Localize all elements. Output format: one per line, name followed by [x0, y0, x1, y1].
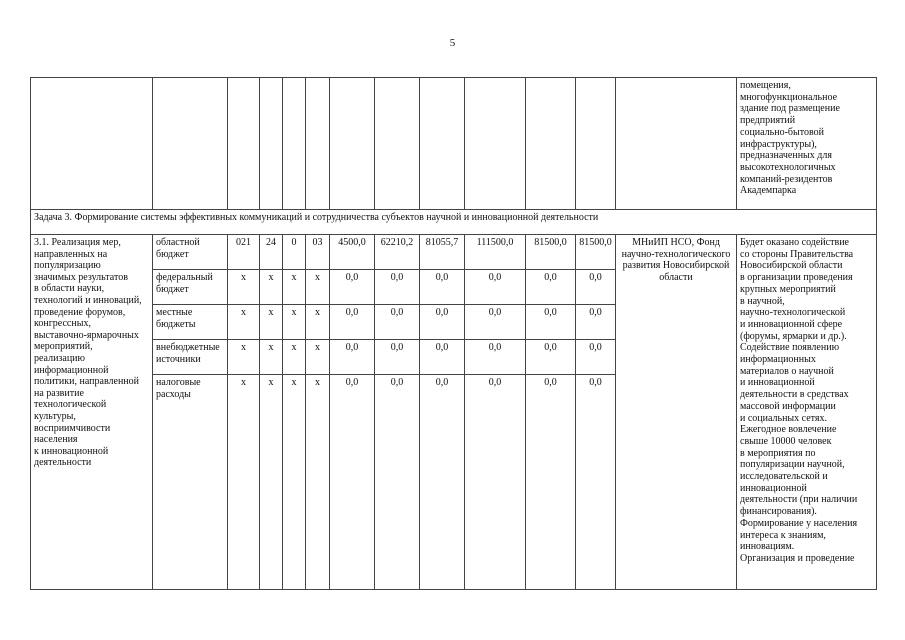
value-cell: 0,0 — [465, 340, 526, 375]
code-cell: x — [283, 375, 306, 590]
code-cell: x — [228, 340, 260, 375]
code-cell: x — [306, 340, 330, 375]
code-cell: x — [260, 375, 283, 590]
code-cell: x — [283, 270, 306, 305]
measure-name: 3.1. Реализация мер, направленных на популяризацию значимых результатов в области науки, технологий и инноваций, проведение форумов, конгрессных, выставочно-ярмарочных мероприятий, реализацию информационной политики, направленной на развитие технологической культуры, восприимчивости населения к инновационной деятельности — [31, 235, 153, 590]
funding-source: местные бюджеты — [153, 305, 228, 340]
result-cell: Будет оказано содействие со стороны Правительства Новосибирской области в организации проведения крупных мероприятий в научной, научно-технологической и инновационной сфере (форумы, ярмарки и др.). Содействие появлению информационных материалов о научной и инновационной деятельности в средствах массовой информации и социальных сетях. Ежегодное вовлечение свыше 10000 человек в мероприятия по популяризации научной, исследовательской и инновационной деятельности (при наличии финансирования). Формирование у населения интереса к знаниям, инновациям. Организация и проведение — [737, 235, 877, 590]
value-cell: 81500,0 — [576, 235, 616, 270]
code-cell: x — [306, 305, 330, 340]
code-cell: x — [283, 305, 306, 340]
funding-source: внебюджетные источники — [153, 340, 228, 375]
code-cell: 021 — [228, 235, 260, 270]
value-cell: 0,0 — [465, 305, 526, 340]
task-row — [31, 210, 877, 235]
value-cell: 81500,0 — [526, 235, 576, 270]
value-cell: 0,0 — [330, 270, 375, 305]
value-cell: 0,0 — [420, 375, 465, 590]
continuation-row — [31, 78, 877, 210]
code-cell: 0 — [283, 235, 306, 270]
value-cell: 0,0 — [420, 270, 465, 305]
value-cell: 4500,0 — [330, 235, 375, 270]
code-cell: x — [228, 375, 260, 590]
value-cell: 0,0 — [375, 340, 420, 375]
page-number: 5 — [449, 37, 456, 49]
value-cell: 0,0 — [375, 270, 420, 305]
code-cell: x — [228, 270, 260, 305]
value-cell: 81055,7 — [420, 235, 465, 270]
value-cell: 0,0 — [526, 305, 576, 340]
funding-row — [31, 235, 877, 270]
code-cell: x — [228, 305, 260, 340]
value-cell: 0,0 — [576, 270, 616, 305]
value-cell: 0,0 — [526, 340, 576, 375]
program-table — [30, 77, 877, 590]
value-cell: 0,0 — [576, 340, 616, 375]
value-cell: 0,0 — [465, 270, 526, 305]
code-cell: x — [306, 270, 330, 305]
value-cell: 0,0 — [330, 340, 375, 375]
code-cell: 03 — [306, 235, 330, 270]
executor-cell: МНиИП НСО, Фонд научно-технологического развития Новосибирской области — [616, 235, 737, 590]
task-title: Задача 3. Формирование системы эффективных коммуникаций и сотрудничества субъектов научной и инновационной деятельности — [31, 210, 877, 235]
funding-source: налоговые расходы — [153, 375, 228, 590]
code-cell: x — [260, 305, 283, 340]
value-cell: 0,0 — [526, 270, 576, 305]
value-cell: 0,0 — [465, 375, 526, 590]
value-cell: 0,0 — [330, 305, 375, 340]
value-cell: 0,0 — [420, 305, 465, 340]
funding-source: федеральный бюджет — [153, 270, 228, 305]
value-cell: 0,0 — [375, 305, 420, 340]
code-cell: x — [306, 375, 330, 590]
value-cell: 0,0 — [375, 375, 420, 590]
value-cell: 0,0 — [330, 375, 375, 590]
code-cell: x — [260, 340, 283, 375]
code-cell: x — [260, 270, 283, 305]
code-cell: x — [283, 340, 306, 375]
value-cell: 111500,0 — [465, 235, 526, 270]
value-cell: 62210,2 — [375, 235, 420, 270]
value-cell: 0,0 — [576, 375, 616, 590]
funding-source: областной бюджет — [153, 235, 228, 270]
value-cell: 0,0 — [526, 375, 576, 590]
continuation-result-cell: помещения, многофункциональное здание под размещение предприятий социально-бытовой инфраструктуры), предназначенных для высокотехнологичных компаний-резидентов Академпарка — [737, 78, 877, 210]
value-cell: 0,0 — [576, 305, 616, 340]
value-cell: 0,0 — [420, 340, 465, 375]
code-cell: 24 — [260, 235, 283, 270]
